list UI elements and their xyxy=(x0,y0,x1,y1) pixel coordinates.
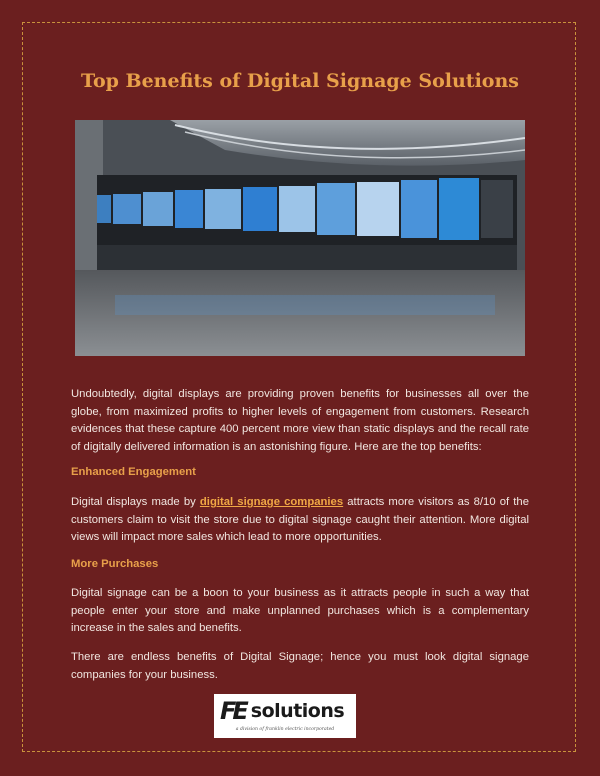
more-purchases-paragraph: Digital signage can be a boon to your business as it attracts people in such a way that people enter your store and make unplanned purchases which is a complementary increase in the sales and benefits. xyxy=(71,587,529,635)
intro-paragraph: Undoubtedly, digital displays are providing proven benefits for businesses all over the globe, from maximized profits to higher levels of engagement from customers. Research evidences that these capture 400 percent more view than static displays and the recall rate of digitally delivered information is an astonishing figure. Here are the top benefits: xyxy=(71,388,529,453)
digital-signage-companies-link[interactable]: digital signage companies xyxy=(199,496,344,508)
section-heading-enhanced-engagement: Enhanced Engagement xyxy=(71,466,196,478)
signage-wall-illustration xyxy=(75,120,525,356)
page-title: Top Benefits of Digital Signage Solutions xyxy=(80,70,519,92)
closing-paragraph: There are endless benefits of Digital Signage; hence you must look digital signage companies for your business. xyxy=(71,651,529,681)
logo-wordmark: solutions xyxy=(250,700,345,722)
paragraph-text-after-link: attracts more visitors as 8/10 of the customers claim to visit the store due to digital signage caught their attention. More digital views will impact more sales which lead to more opportunities. xyxy=(71,496,529,544)
section-heading-more-purchases: More Purchases xyxy=(71,558,159,570)
enhanced-engagement-paragraph xyxy=(71,494,529,547)
logo-tagline: a division of franklin electric incorporated xyxy=(235,727,335,732)
logo-mark: FE xyxy=(220,697,245,725)
digital-signage-photo xyxy=(75,120,525,356)
fe-solutions-logo xyxy=(214,694,356,738)
paragraph-text-before-link: Digital displays made by xyxy=(71,496,200,508)
